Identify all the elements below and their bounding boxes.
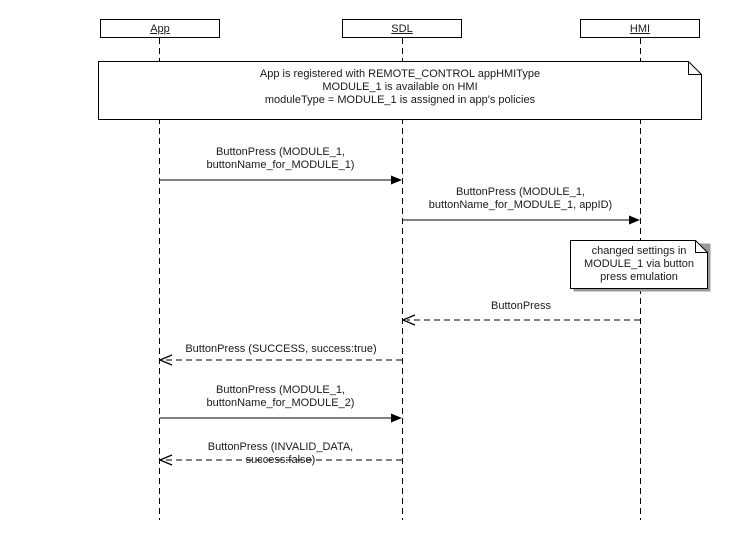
message-5-label xyxy=(160,384,401,410)
note-line: App is registered with REMOTE_CONTROL appHMIType xyxy=(259,68,541,80)
message-5-arrowhead xyxy=(391,414,402,423)
message-3-label xyxy=(421,300,621,313)
note-line: MODULE_1 via button xyxy=(583,258,695,270)
actor-hmi-label: HMI xyxy=(629,22,651,35)
note-line: press emulation xyxy=(600,271,678,283)
label-line: ButtonPress (MODULE_1, xyxy=(216,384,345,396)
label-line: ButtonPress (MODULE_1, xyxy=(216,146,345,158)
label-line: ButtonPress (INVALID_DATA, xyxy=(207,441,354,453)
label-line: ButtonPress (SUCCESS, success:true) xyxy=(185,343,377,355)
label-line: success:false) xyxy=(245,454,316,466)
label-line: ButtonPress xyxy=(491,300,551,312)
note-registration-text xyxy=(99,68,701,107)
actor-hmi xyxy=(580,19,700,38)
label-line: ButtonPress (MODULE_1, xyxy=(456,186,585,198)
message-4-label xyxy=(161,343,401,356)
message-2-arrowhead xyxy=(629,216,640,225)
actor-app-label: App xyxy=(150,22,170,35)
actor-app xyxy=(100,19,220,38)
message-1-arrowhead xyxy=(391,176,402,185)
message-6-label xyxy=(160,441,401,467)
label-line: buttonName_for_MODULE_1) xyxy=(206,159,355,171)
note-line: MODULE_1 is available on HMI xyxy=(322,81,478,93)
message-1-label xyxy=(160,146,401,172)
actor-sdl xyxy=(342,19,462,38)
note-line: changed settings in xyxy=(591,245,687,257)
label-line: buttonName_for_MODULE_2) xyxy=(206,397,355,409)
note-changed-settings-text xyxy=(571,245,707,284)
actor-sdl-label: SDL xyxy=(391,22,413,35)
label-line: buttonName_for_MODULE_1, appID) xyxy=(428,199,613,211)
note-line: moduleType = MODULE_1 is assigned in app's policies xyxy=(264,94,536,106)
message-2-label xyxy=(401,186,640,212)
